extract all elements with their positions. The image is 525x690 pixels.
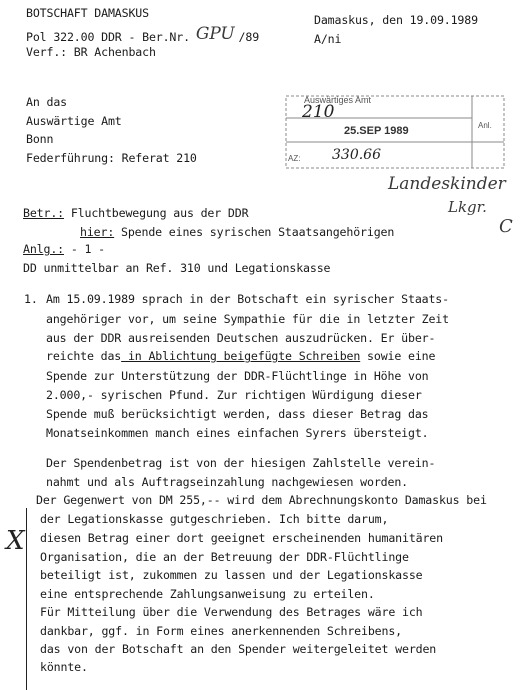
stamp-az-label: AZ:: [288, 154, 301, 163]
p3-line-5: beteiligt ist, zukommen zu lassen und der Legationskasse: [40, 568, 423, 582]
p3-line-4: Organisation, die an der Betreuung der DDR-Flüchtlinge: [40, 550, 409, 564]
p1-line-4-a: reichte das: [46, 349, 122, 363]
p3-line-3: diesen Betrag einer dort geeignet erscheinenden humanitären: [40, 531, 443, 545]
p1-line-3: aus der DDR ausreisenden Deutschen auszudrücken. Er über-: [46, 331, 436, 345]
p1-line-4-underlined: in Ablichtung beigefügte Schreiben: [121, 349, 361, 363]
author-line: Verf.: BR Achenbach: [26, 45, 156, 59]
recipient-line-3: Bonn: [26, 132, 54, 146]
p3-line-6: eine entsprechende Zahlungsanweisung zu erteilen.: [40, 587, 375, 601]
margin-line: [26, 508, 27, 690]
p4-line-1: Für Mitteilung über die Verwendung des Betrages wäre ich: [40, 605, 423, 619]
p1-line-6: 2.000,- syrischen Pfund. Zur richtigen Würdigung dieser: [46, 388, 422, 402]
sign-code: A/ni: [314, 32, 342, 46]
paragraph-number: 1.: [24, 292, 38, 306]
p1-line-8: Monatseinkommen manch eines einfachen Syrers übersteigt.: [46, 426, 429, 440]
dd-line: DD unmittelbar an Ref. 310 und Legationskasse: [23, 261, 331, 275]
anlg-text: - 1 -: [70, 242, 105, 256]
anlg-label: Anlg.:: [23, 242, 64, 256]
betr-label: Betr.:: [23, 206, 64, 220]
p2-line-2: nahmt und als Auftragseinzahlung nachgewiesen worden.: [46, 475, 408, 489]
hier-text: Spende eines syrischen Staatsangehörigen: [121, 225, 395, 239]
p1-line-5: Spende zur Unterstützung der DDR-Flüchtlinge in Höhe von: [46, 369, 429, 383]
stamp-az-value: 330.66: [332, 147, 381, 163]
p1-line-2: angehöriger vor, um seine Sympathie für die in letzter Zeit: [46, 312, 449, 326]
reference-suffix: /89: [238, 30, 260, 44]
handwritten-note-1: Landeskinder: [388, 174, 506, 194]
p1-line-4-b: sowie eine: [360, 349, 436, 363]
place-date: Damaskus, den 19.09.1989: [314, 13, 478, 27]
p1-line-4: [46, 351, 435, 363]
p4-line-2: dankbar, ggf. in Form eines anerkennenden Schreibens,: [40, 624, 402, 638]
stamp-title: Auswärtiges Amt: [304, 95, 372, 105]
p3-line-2: der Legationskasse gutgeschrieben. Ich bitte darum,: [40, 512, 389, 526]
receipt-stamp: [282, 92, 508, 172]
betr-text: Fluchtbewegung aus der DDR: [70, 206, 249, 220]
margin-x-mark: X: [6, 526, 25, 556]
subject-line: [23, 208, 248, 220]
p3-line-1: Der Gegenwert von DM 255,-- wird dem Abrechnungskonto Damaskus bei: [36, 493, 487, 507]
stamp-date: 25.SEP 1989: [344, 125, 409, 137]
embassy-name: BOTSCHAFT DAMASKUS: [26, 6, 149, 20]
hier-line: [80, 227, 394, 239]
p4-line-4: könnte.: [40, 660, 88, 674]
reference-prefix: Pol 322.00 DDR - Ber.Nr.: [26, 30, 190, 44]
p2-line-1: Der Spendenbetrag ist von der hiesigen Zahlstelle verein-: [46, 456, 436, 470]
stamp-number: 210: [302, 102, 335, 122]
anlg-line: [23, 244, 105, 256]
p4-line-3: das von der Botschaft an den Spender weitergeleitet werden: [40, 642, 437, 656]
handwritten-note-3: C: [499, 216, 513, 237]
recipient-line-4: Federführung: Referat 210: [26, 151, 197, 165]
recipient-line-2: Auswärtige Amt: [26, 114, 122, 128]
p1-line-1: Am 15.09.1989 sprach in der Botschaft ein syrischer Staats-: [46, 292, 449, 306]
stamp-anl-label: Anl.: [478, 121, 492, 130]
recipient-line-1: An das: [26, 95, 67, 109]
reference-handwritten: GPU: [195, 24, 235, 44]
reference-line: [26, 24, 260, 45]
hier-label: hier:: [80, 225, 115, 239]
handwritten-note-2: Lkgr.: [448, 198, 487, 216]
p1-line-7: Spende muß berücksichtigt werden, dass dieser Betrag das: [46, 407, 429, 421]
